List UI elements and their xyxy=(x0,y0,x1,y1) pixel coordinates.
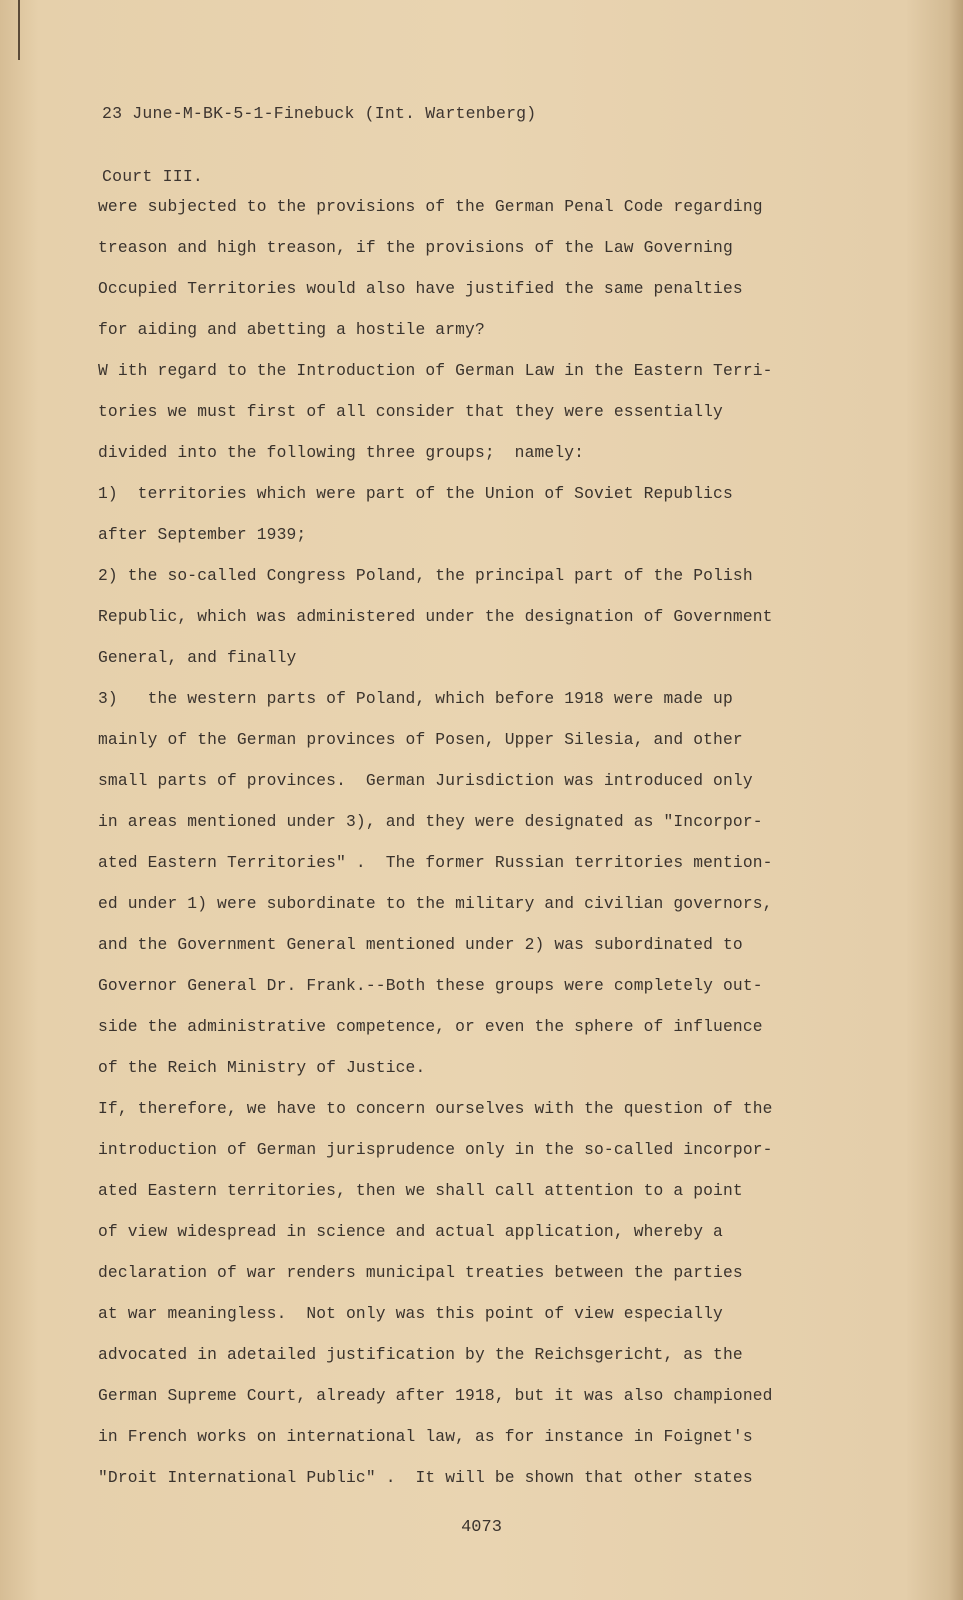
text-line: Republic, which was administered under the designation of Government xyxy=(98,607,773,626)
text-line: 1) territories which were part of the Union of Soviet Republics xyxy=(98,484,733,503)
text-line: Governor General Dr. Frank.--Both these groups were completely out- xyxy=(98,976,763,995)
text-line: mainly of the German provinces of Posen, Upper Silesia, and other xyxy=(98,730,743,749)
text-line: Occupied Territories would also have justified the same penalties xyxy=(98,279,743,298)
text-line: declaration of war renders municipal treaties between the parties xyxy=(98,1263,743,1282)
page-edge-shadow xyxy=(949,0,963,1600)
text-line: German Supreme Court, already after 1918, but it was also championed xyxy=(98,1386,773,1405)
text-line: divided into the following three groups; namely: xyxy=(98,443,585,462)
text-line: of the Reich Ministry of Justice. xyxy=(98,1058,426,1077)
text-line: 2) the so-called Congress Poland, the principal part of the Polish xyxy=(98,566,753,585)
text-line: in areas mentioned under 3), and they were designated as "Incorpor- xyxy=(98,812,763,831)
text-line: of view widespread in science and actual application, whereby a xyxy=(98,1222,723,1241)
text-line: ed under 1) were subordinate to the military and civilian governors, xyxy=(98,894,773,913)
text-line: 3) the western parts of Poland, which before 1918 were made up xyxy=(98,689,733,708)
text-line: advocated in adetailed justification by the Reichsgericht, as the xyxy=(98,1345,743,1364)
text-line: treason and high treason, if the provisions of the Law Governing xyxy=(98,238,733,257)
text-line: side the administrative competence, or even the sphere of influence xyxy=(98,1017,763,1036)
text-line: after September 1939; xyxy=(98,525,307,544)
text-line: If, therefore, we have to concern ourselves with the question of the xyxy=(98,1099,773,1118)
page-number: 4073 xyxy=(461,1518,502,1537)
text-line: were subjected to the provisions of the German Penal Code regarding xyxy=(98,197,763,216)
text-line: ated Eastern Territories" . The former Russian territories mention- xyxy=(98,853,773,872)
transcript-body xyxy=(98,186,818,1498)
text-line: for aiding and abetting a hostile army? xyxy=(98,320,485,339)
header-line-2: Court III. xyxy=(102,167,204,186)
text-line: tories we must first of all consider that they were essentially xyxy=(98,402,723,421)
text-line: "Droit International Public" . It will be shown that other states xyxy=(98,1468,753,1487)
margin-mark xyxy=(18,0,20,60)
text-line: and the Government General mentioned under 2) was subordinated to xyxy=(98,935,743,954)
text-line: in French works on international law, as for instance in Foignet's xyxy=(98,1427,753,1446)
text-line: small parts of provinces. German Jurisdiction was introduced only xyxy=(98,771,753,790)
text-line: at war meaningless. Not only was this point of view especially xyxy=(98,1304,723,1323)
text-line: General, and finally xyxy=(98,648,297,667)
text-line: ated Eastern territories, then we shall call attention to a point xyxy=(98,1181,743,1200)
text-line: W ith regard to the Introduction of German Law in the Eastern Terri- xyxy=(98,361,773,380)
text-line: introduction of German jurisprudence only in the so-called incorpor- xyxy=(98,1140,773,1159)
header-line-1: 23 June-M-BK-5-1-Finebuck (Int. Wartenberg) xyxy=(102,104,537,123)
